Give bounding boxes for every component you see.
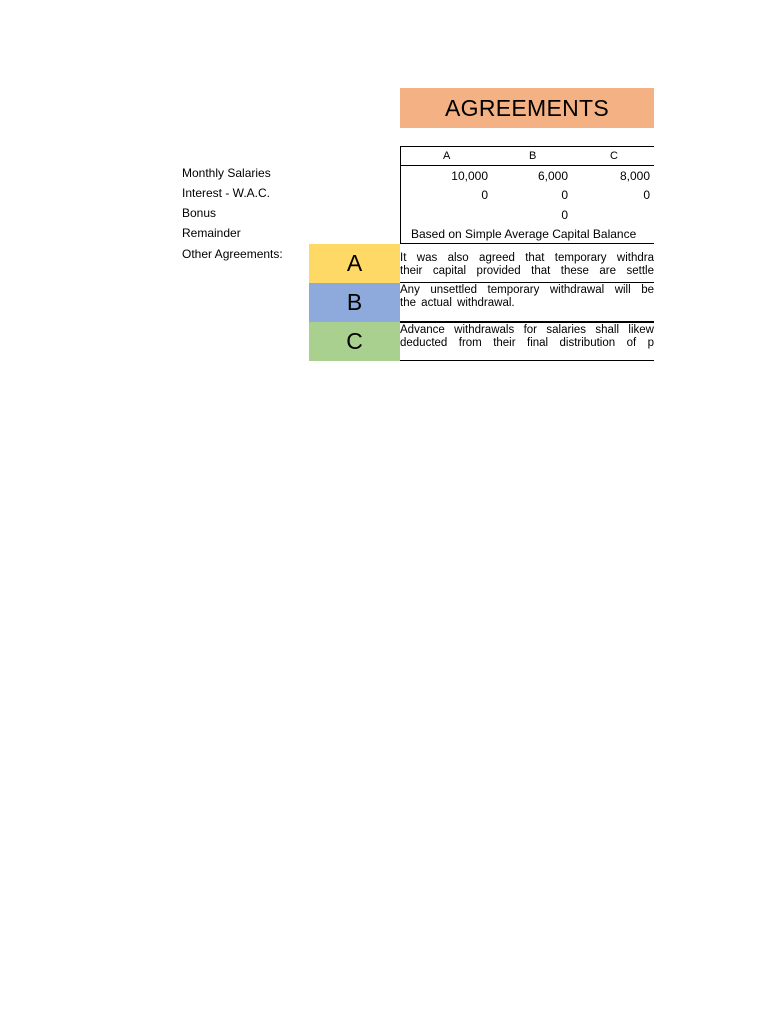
page-title: AGREEMENTS <box>400 88 654 128</box>
agreement-c-text <box>400 322 654 361</box>
salary-a: 10,000 <box>451 169 488 183</box>
agreement-a-line-2: their capital provided that these are settle <box>400 265 654 277</box>
agreement-b-line-2: the actual withdrawal. <box>400 297 515 309</box>
agreement-a-text <box>400 252 654 283</box>
row-label-remainder: Remainder <box>182 226 241 240</box>
agreement-c-badge: C <box>309 322 400 361</box>
agreement-b-line-1: Any unsettled temporary withdrawal will be <box>400 284 654 296</box>
row-label-interest: Interest - W.A.C. <box>182 186 271 200</box>
agreement-a-line-1: It was also agreed that temporary withdra <box>400 252 654 264</box>
interest-b: 0 <box>561 188 568 202</box>
interest-c: 0 <box>643 188 650 202</box>
column-header-c: C <box>610 150 618 162</box>
other-agreements-label: Other Agreements: <box>182 247 283 261</box>
salary-c: 8,000 <box>619 169 650 183</box>
row-label-bonus: Bonus <box>182 206 217 220</box>
agreement-c-line-2: deducted from their final distribution of p <box>400 337 654 349</box>
column-header-a: A <box>443 150 451 162</box>
row-label-monthly-salaries: Monthly Salaries <box>182 166 271 180</box>
salary-b: 6,000 <box>537 169 568 183</box>
remainder-text: Based on Simple Average Capital Balance <box>411 227 637 241</box>
column-header-row <box>400 146 654 166</box>
agreement-a-badge: A <box>309 244 400 283</box>
interest-a: 0 <box>481 188 488 202</box>
agreement-c-line-1: Advance withdrawals for salaries shall likew <box>400 324 654 336</box>
bonus-b: 0 <box>561 208 568 222</box>
agreement-b-badge: B <box>309 283 400 322</box>
agreement-b-text <box>400 284 654 322</box>
column-header-b: B <box>529 150 537 162</box>
